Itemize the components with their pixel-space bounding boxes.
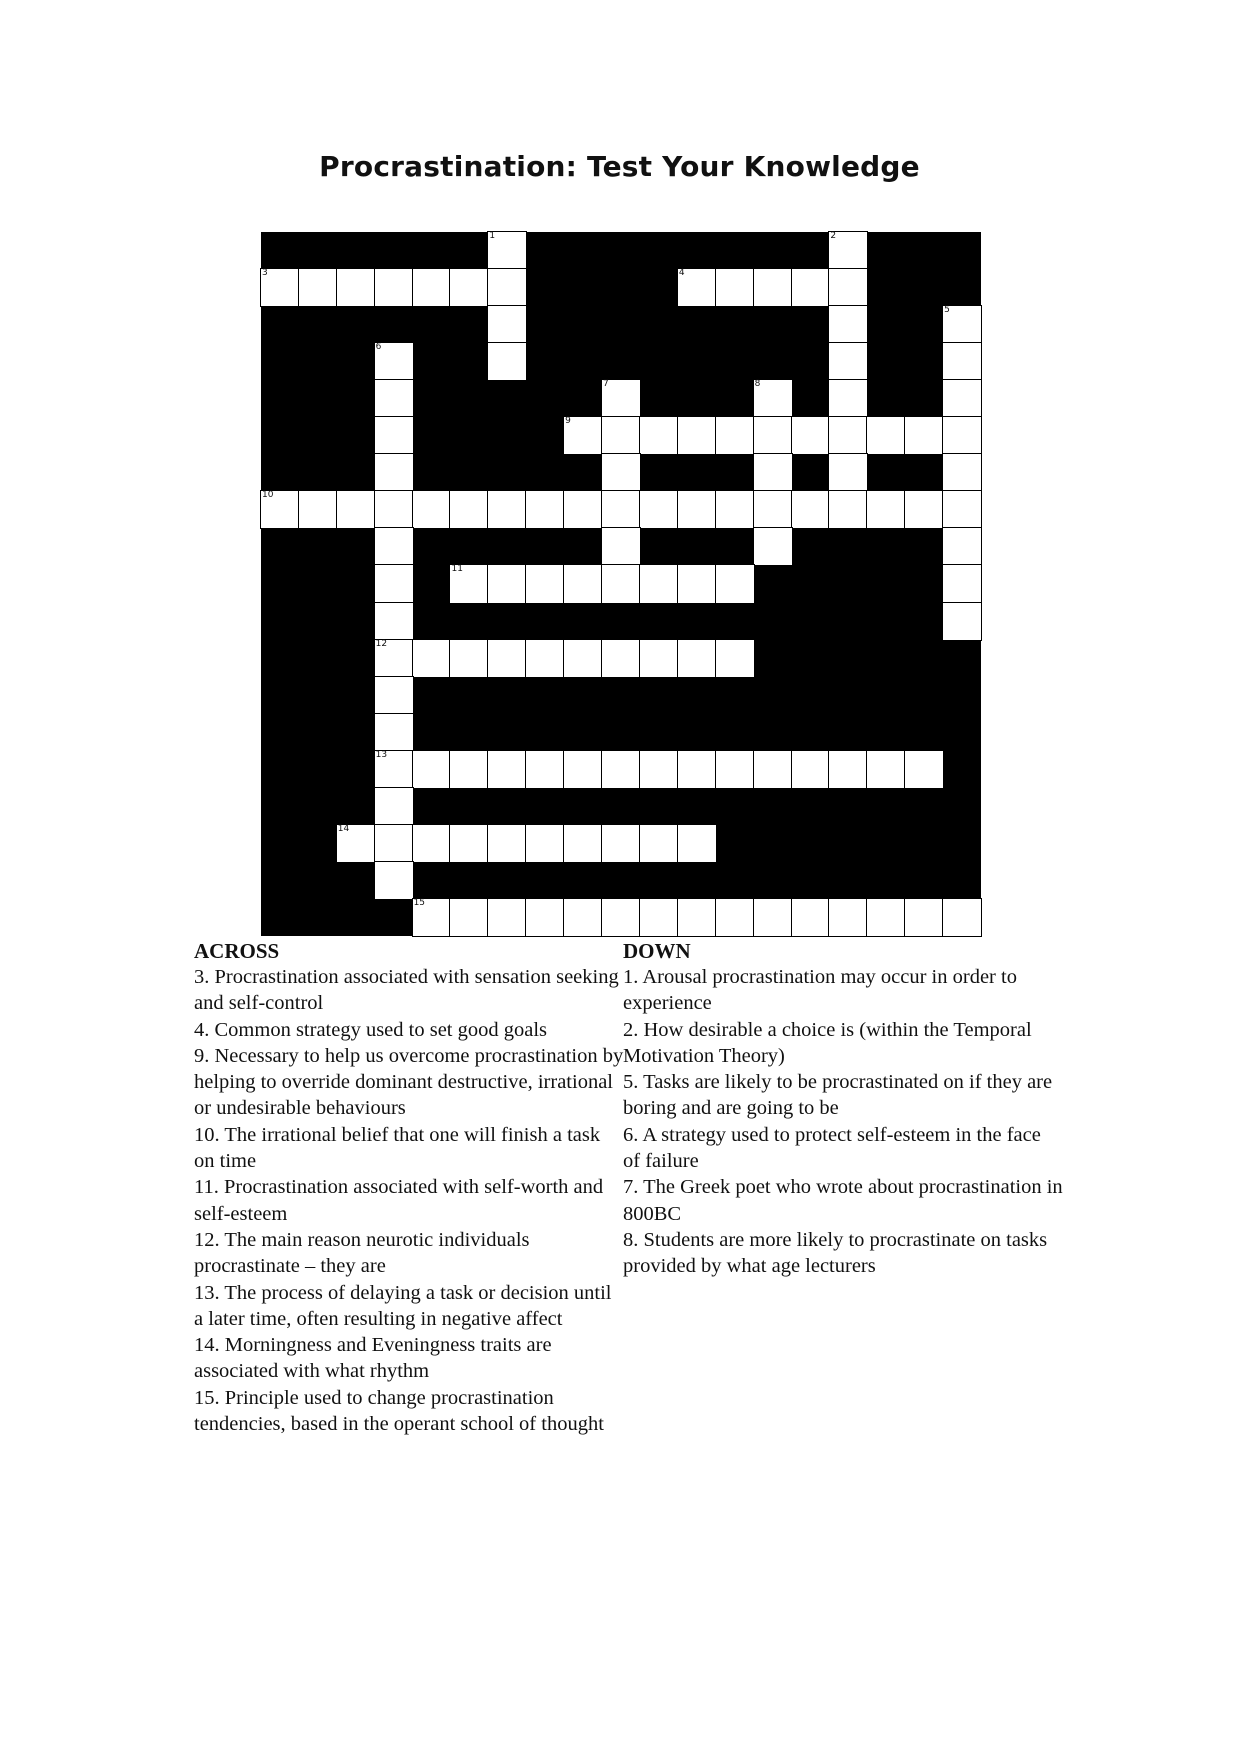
grid-cell[interactable] <box>716 640 754 677</box>
across-clue-14: 14. Morningness and Eveningness traits are associated with what rhythm <box>194 1334 552 1383</box>
grid-cell[interactable] <box>754 899 792 936</box>
grid-cell[interactable] <box>337 269 375 306</box>
clue-number: 13 <box>375 749 388 760</box>
grid-cell[interactable] <box>678 417 716 454</box>
across-clue-12: 12. The main reason neurotic individuals procrastinate – they are <box>194 1228 530 1278</box>
grid-cell[interactable] <box>526 751 564 788</box>
grid-cell[interactable] <box>943 343 981 380</box>
clue-number: 7 <box>603 379 609 390</box>
grid-cell[interactable] <box>526 899 564 936</box>
grid-cell[interactable] <box>488 269 526 306</box>
across-clue-3: 3. Procrastination associated with sensation seeking and self-control <box>194 966 619 1015</box>
grid-cell[interactable] <box>829 343 867 380</box>
grid-cell[interactable] <box>526 825 564 862</box>
grid-cell[interactable] <box>526 640 564 677</box>
grid-cell[interactable] <box>678 640 716 677</box>
grid-cell[interactable] <box>337 491 375 528</box>
grid-cell[interactable] <box>450 825 488 862</box>
grid-cell[interactable] <box>450 640 488 677</box>
grid-cell[interactable] <box>754 491 792 528</box>
grid-cell[interactable] <box>943 454 981 491</box>
grid-cell[interactable] <box>261 269 299 306</box>
grid-cell[interactable] <box>564 640 602 677</box>
down-clue-7: 7. The Greek poet who wrote about procrastination in 800BC <box>623 1176 1063 1225</box>
across-clues <box>194 938 624 1437</box>
grid-cell[interactable] <box>450 491 488 528</box>
grid-cell[interactable] <box>564 751 602 788</box>
grid-cell[interactable] <box>640 565 678 602</box>
grid-cell[interactable] <box>450 269 488 306</box>
clue-number: 12 <box>375 638 388 649</box>
grid-cell[interactable] <box>375 714 413 751</box>
grid-cell[interactable] <box>905 899 943 936</box>
clue-number: 5 <box>944 305 950 316</box>
crossword-grid <box>261 232 981 936</box>
grid-cell[interactable] <box>602 565 640 602</box>
clue-number: 6 <box>375 342 382 353</box>
across-clue-9: 9. Necessary to help us overcome procrastination by helping to override dominant destructive, irrational or undesirable behaviours <box>194 1044 624 1120</box>
grid-cell[interactable] <box>413 640 451 677</box>
grid-cell[interactable] <box>337 825 375 862</box>
clue-number: 11 <box>451 564 463 575</box>
grid-cell[interactable] <box>375 603 413 640</box>
clue-number: 15 <box>413 897 426 908</box>
grid-cell[interactable] <box>754 417 792 454</box>
grid-cell[interactable] <box>602 528 640 565</box>
grid-cell[interactable] <box>829 380 867 417</box>
grid-cell[interactable] <box>413 899 451 936</box>
grid-cell[interactable] <box>564 825 602 862</box>
grid-cell[interactable] <box>943 603 981 640</box>
grid-cell[interactable] <box>867 417 905 454</box>
grid-cell[interactable] <box>299 491 337 528</box>
grid-cell[interactable] <box>602 640 640 677</box>
grid-cell[interactable] <box>943 528 981 565</box>
grid-cell[interactable] <box>905 417 943 454</box>
grid-cell[interactable] <box>488 899 526 936</box>
grid-cell[interactable] <box>716 491 754 528</box>
down-clue-6: 6. A strategy used to protect self-esteem in the face of failure <box>623 1123 1041 1173</box>
grid-cell[interactable] <box>943 491 981 528</box>
grid-cell[interactable] <box>829 306 867 343</box>
grid-cell[interactable] <box>299 269 337 306</box>
grid-cell[interactable] <box>754 269 792 306</box>
down-heading: DOWN <box>623 939 691 963</box>
down-clue-5: 5. Tasks are likely to be procrastinated on if they are boring and are going to be <box>623 1071 1053 1120</box>
grid-cell[interactable] <box>829 454 867 491</box>
grid-cell[interactable] <box>716 417 754 454</box>
grid-cell[interactable] <box>602 751 640 788</box>
down-clue-1: 1. Arousal procrastination may occur in order to experience <box>623 966 1017 1015</box>
grid-cell[interactable] <box>488 491 526 528</box>
grid-cell[interactable] <box>413 751 451 788</box>
grid-cell[interactable] <box>792 899 830 936</box>
across-heading: ACROSS <box>194 939 280 963</box>
clue-number: 10 <box>262 490 274 501</box>
grid-cell[interactable] <box>564 417 602 454</box>
grid-cell[interactable] <box>602 899 640 936</box>
grid-cell[interactable] <box>413 269 451 306</box>
grid-cell[interactable] <box>943 380 981 417</box>
grid-cell[interactable] <box>564 565 602 602</box>
down-clues <box>623 938 1063 1280</box>
grid-cell[interactable] <box>564 491 602 528</box>
grid-cell[interactable] <box>792 417 830 454</box>
grid-cell[interactable] <box>488 232 526 269</box>
grid-cell[interactable] <box>602 825 640 862</box>
grid-cell[interactable] <box>640 417 678 454</box>
grid-cell[interactable] <box>526 491 564 528</box>
grid-cell[interactable] <box>375 343 413 380</box>
across-clue-11: 11. Procrastination associated with self-worth and self-esteem <box>194 1176 604 1225</box>
grid-cell[interactable] <box>716 899 754 936</box>
grid-cell[interactable] <box>905 491 943 528</box>
grid-cell[interactable] <box>678 491 716 528</box>
grid-cell[interactable] <box>261 491 299 528</box>
grid-cell[interactable] <box>716 565 754 602</box>
grid-cell[interactable] <box>602 380 640 417</box>
grid-cell[interactable] <box>943 417 981 454</box>
grid-cell[interactable] <box>375 417 413 454</box>
clue-number: 3 <box>262 268 268 279</box>
grid-cell[interactable] <box>375 491 413 528</box>
grid-cell[interactable] <box>943 306 981 343</box>
grid-cell[interactable] <box>829 491 867 528</box>
grid-cell[interactable] <box>829 269 867 306</box>
grid-cell[interactable] <box>375 825 413 862</box>
grid-cell[interactable] <box>943 565 981 602</box>
grid-cell[interactable] <box>375 528 413 565</box>
grid-cell[interactable] <box>792 269 830 306</box>
grid-cell[interactable] <box>375 640 413 677</box>
grid-cell[interactable] <box>375 269 413 306</box>
grid-cell[interactable] <box>716 751 754 788</box>
grid-cell[interactable] <box>488 751 526 788</box>
grid-cell[interactable] <box>450 751 488 788</box>
clue-number: 1 <box>489 231 496 241</box>
grid-cell[interactable] <box>678 751 716 788</box>
grid-cell[interactable] <box>678 269 716 306</box>
clue-number: 4 <box>678 268 685 279</box>
grid-cell[interactable] <box>829 899 867 936</box>
grid-cell[interactable] <box>792 751 830 788</box>
grid-cell[interactable] <box>450 565 488 602</box>
grid-cell[interactable] <box>754 528 792 565</box>
grid-cell[interactable] <box>375 565 413 602</box>
grid-cell[interactable] <box>413 825 451 862</box>
grid-cell[interactable] <box>413 491 451 528</box>
grid-cell[interactable] <box>640 491 678 528</box>
grid-cell[interactable] <box>488 640 526 677</box>
across-clue-4: 4. Common strategy used to set good goals <box>194 1018 548 1041</box>
grid-cell[interactable] <box>375 454 413 491</box>
grid-cell[interactable] <box>943 899 981 936</box>
grid-cell[interactable] <box>678 565 716 602</box>
grid-cell[interactable] <box>488 343 526 380</box>
down-clue-2: 2. How desirable a choice is (within the Temporal Motivation Theory) <box>623 1018 1032 1067</box>
grid-cell[interactable] <box>640 751 678 788</box>
grid-cell[interactable] <box>450 899 488 936</box>
grid-cell[interactable] <box>905 751 943 788</box>
grid-cell[interactable] <box>526 565 564 602</box>
down-clue-8: 8. Students are more likely to procrastinate on tasks provided by what age lecturers <box>623 1228 1048 1278</box>
grid-cell[interactable] <box>716 269 754 306</box>
grid-cell[interactable] <box>754 454 792 491</box>
grid-cell[interactable] <box>829 751 867 788</box>
grid-cell[interactable] <box>640 640 678 677</box>
clue-number: 2 <box>830 231 837 241</box>
grid-cell[interactable] <box>867 899 905 936</box>
grid-cell[interactable] <box>375 677 413 714</box>
page-title: Procrastination: Test Your Knowledge <box>319 150 920 183</box>
grid-cell[interactable] <box>640 899 678 936</box>
grid-cell[interactable] <box>375 862 413 899</box>
grid-cell[interactable] <box>602 417 640 454</box>
grid-cell[interactable] <box>375 751 413 788</box>
grid-cell[interactable] <box>678 825 716 862</box>
grid-cell[interactable] <box>602 491 640 528</box>
clue-number: 14 <box>337 823 350 834</box>
across-clue-15: 15. Principle used to change procrastination tendencies, based in the operant school of thought <box>194 1386 604 1436</box>
grid-cell[interactable] <box>792 491 830 528</box>
grid-cell[interactable] <box>488 306 526 343</box>
grid-cell[interactable] <box>564 899 602 936</box>
grid-cell[interactable] <box>678 899 716 936</box>
grid-cell[interactable] <box>488 565 526 602</box>
grid-cell[interactable] <box>867 491 905 528</box>
across-clue-13: 13. The process of delaying a task or decision until a later time, often resulting in negative affect <box>194 1281 612 1330</box>
grid-cell[interactable] <box>640 825 678 862</box>
clue-number: 8 <box>754 379 761 390</box>
grid-cell[interactable] <box>488 825 526 862</box>
grid-cell[interactable] <box>867 751 905 788</box>
grid-cell[interactable] <box>375 380 413 417</box>
grid-cell[interactable] <box>375 788 413 825</box>
clue-number: 9 <box>565 416 571 427</box>
grid-cell[interactable] <box>829 232 867 269</box>
across-clue-10: 10. The irrational belief that one will finish a task on time <box>194 1123 601 1173</box>
grid-cell[interactable] <box>602 454 640 491</box>
grid-cell[interactable] <box>754 751 792 788</box>
grid-cell[interactable] <box>829 417 867 454</box>
grid-cell[interactable] <box>754 380 792 417</box>
